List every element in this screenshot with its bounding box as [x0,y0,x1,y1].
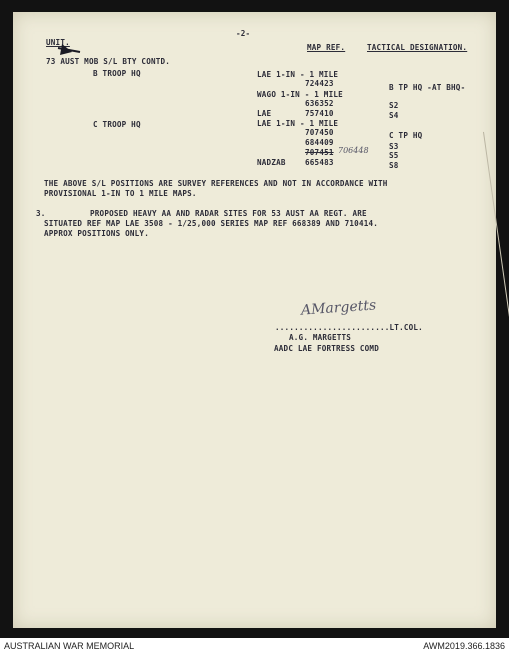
b-troop-map-wago: WAGO 1-IN - 1 MILE [257,90,343,99]
c-troop-ref-s3: 684409 [305,138,334,147]
c-troop-place-nadzab: NADZAB [257,158,286,167]
c-troop-label: C TROOP HQ [93,120,141,129]
c-troop-designation-s5: S5 [389,151,399,160]
footer-accession-number: AWM2019.366.1836 [423,641,505,651]
paragraph-3-line-2: SITUATED REF MAP LAE 3508 - 1/25,000 SERIES MAP REF 668389 AND 710414. [44,219,379,228]
pen-arrow-mark [0,0,509,100]
signature-rank-line: ........................LT.COL. [275,323,423,332]
b-troop-place-lae: LAE [257,109,272,118]
c-troop-ref-s5-handwritten: 706448 [338,146,369,155]
c-troop-ref-s8: 665483 [305,158,334,167]
c-troop-ref-s5-struck: 707451 [305,148,334,157]
b-troop-designation-hq: B TP HQ -AT BHQ- [389,83,466,92]
c-troop-designation-hq: C TP HQ [389,131,423,140]
paragraph-3-number: 3. [36,209,46,218]
b-troop-designation-s2: S2 [389,101,399,110]
b-troop-ref-hq: 724423 [305,79,334,88]
paragraph-3-line-3: APPROX POSITIONS ONLY. [44,229,149,238]
column-header-tactical-designation: TACTICAL DESIGNATION. [367,43,468,52]
paragraph-3-line-1: PROPOSED HEAVY AA AND RADAR SITES FOR 53 AUST AA REGT. ARE [90,209,367,218]
b-troop-designation-s4: S4 [389,111,399,120]
c-troop-designation-s8: S8 [389,161,399,170]
b-troop-map-lae: LAE 1-IN - 1 MILE [257,70,339,79]
document-page [13,12,496,628]
column-header-map-ref: MAP REF. [307,43,346,52]
paper-crease [483,132,509,320]
b-troop-label: B TROOP HQ [93,69,141,78]
c-troop-map-lae: LAE 1-IN - 1 MILE [257,119,339,128]
b-troop-ref-s2: 636352 [305,99,334,108]
note-line-1: THE ABOVE S/L POSITIONS ARE SURVEY REFERENCES AND NOT IN ACCORDANCE WITH [44,179,388,188]
signatory-name: A.G. MARGETTS [289,333,352,342]
column-header-unit: UNIT. [46,38,70,47]
note-line-2: PROVISIONAL 1-IN TO 1 MILE MAPS. [44,189,197,198]
c-troop-designation-s3: S3 [389,142,399,151]
footer-institution: AUSTRALIAN WAR MEMORIAL [4,641,135,651]
c-troop-ref-hq: 707450 [305,128,334,137]
page-number: -2- [236,29,251,38]
signatory-appointment: AADC LAE FORTRESS COMD [274,344,379,353]
unit-title: 73 AUST MOB S/L BTY CONTD. [46,57,171,66]
b-troop-ref-s4: 757410 [305,109,334,118]
handwritten-signature: AMargetts [300,297,377,319]
